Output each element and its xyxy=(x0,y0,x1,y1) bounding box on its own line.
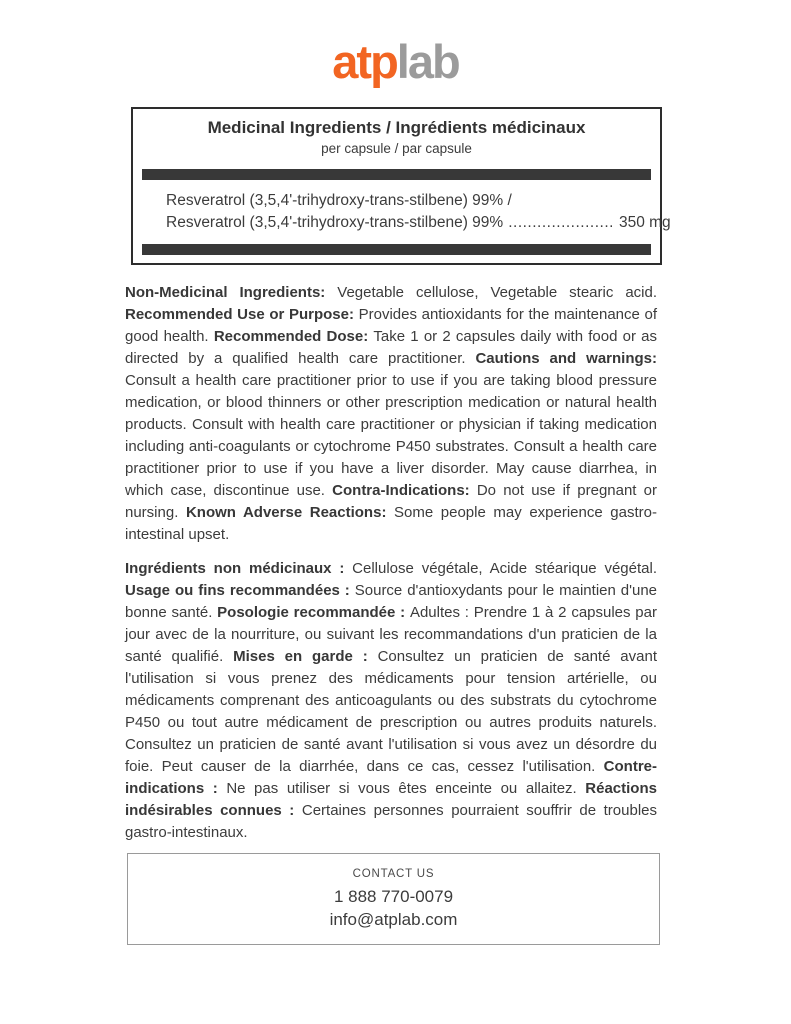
ingredient-amount: 350 mg xyxy=(618,214,671,231)
divider-bar-bottom xyxy=(142,244,651,255)
french-information-paragraph: Ingrédients non médicinaux : Cellulose végétale, Acide stéarique végétal. Usage ou fins recommandées : Source d'antioxydants pour le maintien d'une bonne santé. Posologie recommandée : Adultes : Prendre 1 à 2 capsules par jour avec de la nourriture, ou suivant les recommandations d'un praticien de la santé qualifié. Mises en garde : Consultez un praticien de santé avant l'utilisation si vous prenez des médicaments pour tension artérielle, ou médicaments comprenant des anticoagulants ou des substrats du cytochrome P450 ou tout autre médicament de prescription ou autres produits naturels. Consultez un praticien de santé avant l'utilisation si vous avez un désordre du foie. Peut causer de la diarrhée, dans ce cas, cessez l'utilisation. Contre-indications : Ne pas utiliser si vous êtes enceinte ou allaitez. Réactions indésirables connues : Certaines personnes pourraient souffrir de troubles gastro-intestinaux. xyxy=(125,560,658,841)
dotted-leader: ...................... xyxy=(508,214,614,231)
medicinal-panel-title: Medicinal Ingredients / Ingrédients médicinaux xyxy=(207,118,586,137)
logo-text-lab: lab xyxy=(396,35,459,88)
logo-text-atp: atp xyxy=(332,35,397,88)
medicinal-panel-subtitle: per capsule / par capsule xyxy=(321,141,472,156)
contact-email-address: info@atplab.com xyxy=(329,910,458,929)
contact-heading: CONTACT US xyxy=(352,868,435,880)
contact-phone-number: 1 888 770-0079 xyxy=(333,887,454,906)
contact-panel xyxy=(127,853,660,945)
atplab-logo xyxy=(0,36,791,88)
english-information-paragraph: Non-Medicinal Ingredients: Vegetable cellulose, Vegetable stearic acid. Recommended Use or Purpose: Provides antioxidants for the maintenance of good health. Recommended Dose: Take 1 or 2 capsules daily with food or as directed by a qualified health care practitioner. Cautions and warnings: Consult a health care practitioner prior to use if you are taking blood pressure medication, or blood thinners or other prescription medication or natural health products. Consult with health care practitioner or physician if taking medication including anti-coagulants or cytochrome P450 substrates. Consult a health care practitioner prior to use if you have a liver disorder. May cause diarrhea, in which case, discontinue use. Contra-Indications: Do not use if pregnant or nursing. Known Adverse Reactions: Some people may experience gastro-intestinal upset. xyxy=(125,284,657,543)
ingredient-name-french: Resveratrol (3,5,4'-trihydroxy-trans-stilbene) 99% xyxy=(166,214,504,231)
divider-bar-top xyxy=(142,169,651,180)
ingredient-row xyxy=(166,212,671,234)
ingredient-name-english: Resveratrol (3,5,4'-trihydroxy-trans-stilbene) 99% / xyxy=(166,192,512,209)
ingredient-list xyxy=(133,180,671,244)
medicinal-ingredients-panel xyxy=(131,107,671,265)
